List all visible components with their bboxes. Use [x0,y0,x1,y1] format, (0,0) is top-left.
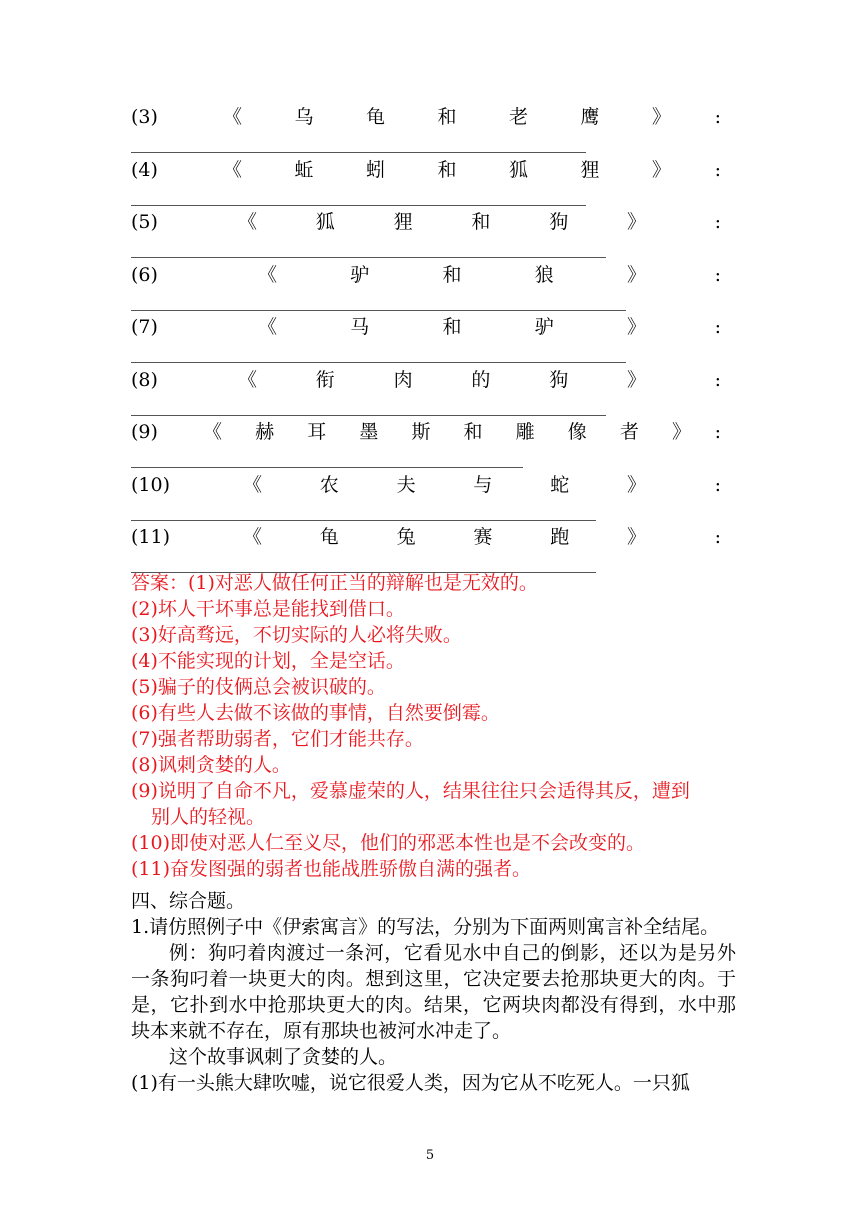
fable-title [183,470,701,500]
colon: : [714,474,721,496]
title-char: 者 [619,421,639,443]
title-char: 》 [651,106,671,128]
title-char: 雕 [515,421,535,443]
title-char: 蚯 [294,159,314,181]
answer-line: (3)好高骛远，不切实际的人必将失败。 [131,624,462,646]
title-char: 》 [626,211,646,233]
answer-line: (9)说明了自命不凡，爱慕虚荣的人，结果往往只会适得其反，遭到 [131,780,690,802]
answer-line: 答案：(1)对恶人做任何正当的辩解也是无效的。 [131,572,538,594]
title-char: 《 [203,421,223,443]
title-char: 狐 [508,159,528,181]
title-char: 肉 [393,369,413,391]
example-moral: 这个故事讽刺了贪婪的人。 [169,1046,398,1068]
answer-blank-line[interactable] [131,467,523,468]
title-char: 狗 [549,211,569,233]
answer-blank-line[interactable] [131,257,606,258]
answer-line: (2)坏人干坏事总是能找到借口。 [131,598,405,620]
answer-line: (5)骗子的伎俩总会被识破的。 [131,676,386,698]
title-char: 蚓 [365,159,385,181]
title-char: 《 [243,526,263,548]
title-char: 像 [567,421,587,443]
title-char: 乌 [294,106,314,128]
answer-blank-line[interactable] [131,310,626,311]
answer-line: (10)即使对恶人仁至义尽，他们的邪恶本性也是不会改变的。 [131,832,646,854]
item-number: (9) [131,421,158,443]
title-char: 》 [671,421,691,443]
title-char: 和 [442,316,462,338]
colon: : [714,106,721,128]
title-char: 狗 [549,369,569,391]
answer-line: (7)强者帮助弱者，它们才能共存。 [131,728,424,750]
answer-blank-line[interactable] [131,205,586,206]
fill-in-row [131,522,721,552]
answer-line: 别人的轻视。 [151,806,266,828]
title-char: 》 [626,316,646,338]
answer-blank-line[interactable] [131,520,596,521]
title-char: 马 [350,316,370,338]
question-1: 1.请仿照例子中《伊索寓言》的写法，分别为下面两则寓言补全结尾。 [131,916,720,938]
title-char: 《 [238,211,258,233]
fill-in-row [131,102,721,132]
title-char: 与 [473,474,493,496]
title-char: 耳 [307,421,327,443]
title-char: 和 [463,421,483,443]
colon: : [714,264,721,286]
title-char: 斯 [411,421,431,443]
title-char: 赫 [255,421,275,443]
item-number: (3) [131,106,158,128]
item-number: (5) [131,211,158,233]
title-char: 和 [442,264,462,286]
answer-line: (6)有些人去做不该做的事情，自然要倒霉。 [131,702,500,724]
title-char: 和 [471,211,491,233]
title-char: 墨 [359,421,379,443]
title-char: 》 [626,526,646,548]
title-char: 老 [508,106,528,128]
colon: : [714,369,721,391]
fable-title [183,207,701,237]
answer-line: (8)讽刺贪婪的人。 [131,754,291,776]
colon: : [714,526,721,548]
title-char: 狐 [315,211,335,233]
title-char: 农 [319,474,339,496]
title-char: 狸 [580,159,600,181]
title-char: 鹰 [580,106,600,128]
fill-in-row [131,312,721,342]
fable-title [183,417,701,447]
fill-in-row [131,365,721,395]
title-char: 《 [243,474,263,496]
title-char: 》 [626,264,646,286]
item-number: (4) [131,159,158,181]
title-char: 《 [258,316,278,338]
item-number: (8) [131,369,158,391]
answer-block [131,570,751,882]
title-char: 狼 [534,264,554,286]
title-char: 跑 [550,526,570,548]
fill-in-row [131,207,721,237]
fill-in-row [131,417,721,447]
title-char: 》 [626,474,646,496]
colon: : [714,316,721,338]
title-char: 龟 [319,526,339,548]
example-paragraph: 例：狗叼着肉渡过一条河，它看见水中自己的倒影，还以为是另外一条狗叼着一块更大的肉。想到这里，它决定要去抢那块更大的肉。于是，它扑到水中抢那块更大的肉。结果，它两块肉都没有得到，水中那块本来就不存在，原有那块也被河水冲走了。 [131,942,736,1042]
answer-blank-line[interactable] [131,415,606,416]
title-char: 《 [258,264,278,286]
title-char: 衔 [315,369,335,391]
colon: : [714,159,721,181]
fable-title [183,365,701,395]
title-char: 》 [626,369,646,391]
item-number: (10) [131,474,171,496]
answer-line: (4)不能实现的计划，全是空话。 [131,650,405,672]
page-number: 5 [425,1148,435,1163]
title-char: 《 [223,159,243,181]
title-char: 驴 [350,264,370,286]
title-char: 赛 [473,526,493,548]
comprehensive-section [131,888,736,1096]
colon: : [714,421,721,443]
title-char: 夫 [396,474,416,496]
answer-line: (11)奋发图强的弱者也能战胜骄傲自满的强者。 [131,858,532,880]
title-char: 的 [471,369,491,391]
title-char: 蛇 [550,474,570,496]
question-1-item-1: (1)有一头熊大肆吹嘘，说它很爱人类，因为它从不吃死人。一只狐 [131,1072,690,1094]
fill-in-row [131,260,721,290]
answer-blank-line[interactable] [131,362,626,363]
title-char: 《 [238,369,258,391]
title-char: 和 [437,106,457,128]
title-char: 狸 [393,211,413,233]
answer-blank-line[interactable] [131,152,586,153]
fable-title [183,312,701,342]
item-number: (6) [131,264,158,286]
section-heading: 四、综合题。 [131,890,246,912]
title-char: 驴 [534,316,554,338]
title-char: 兔 [396,526,416,548]
item-number: (11) [131,526,171,548]
item-number: (7) [131,316,158,338]
title-char: 和 [437,159,457,181]
fill-in-row [131,470,721,500]
fable-title [183,155,701,185]
colon: : [714,211,721,233]
fable-title [183,260,701,290]
fable-title [183,522,701,552]
fill-in-row [131,155,721,185]
fable-title [183,102,701,132]
title-char: 龟 [365,106,385,128]
title-char: 》 [651,159,671,181]
title-char: 《 [223,106,243,128]
